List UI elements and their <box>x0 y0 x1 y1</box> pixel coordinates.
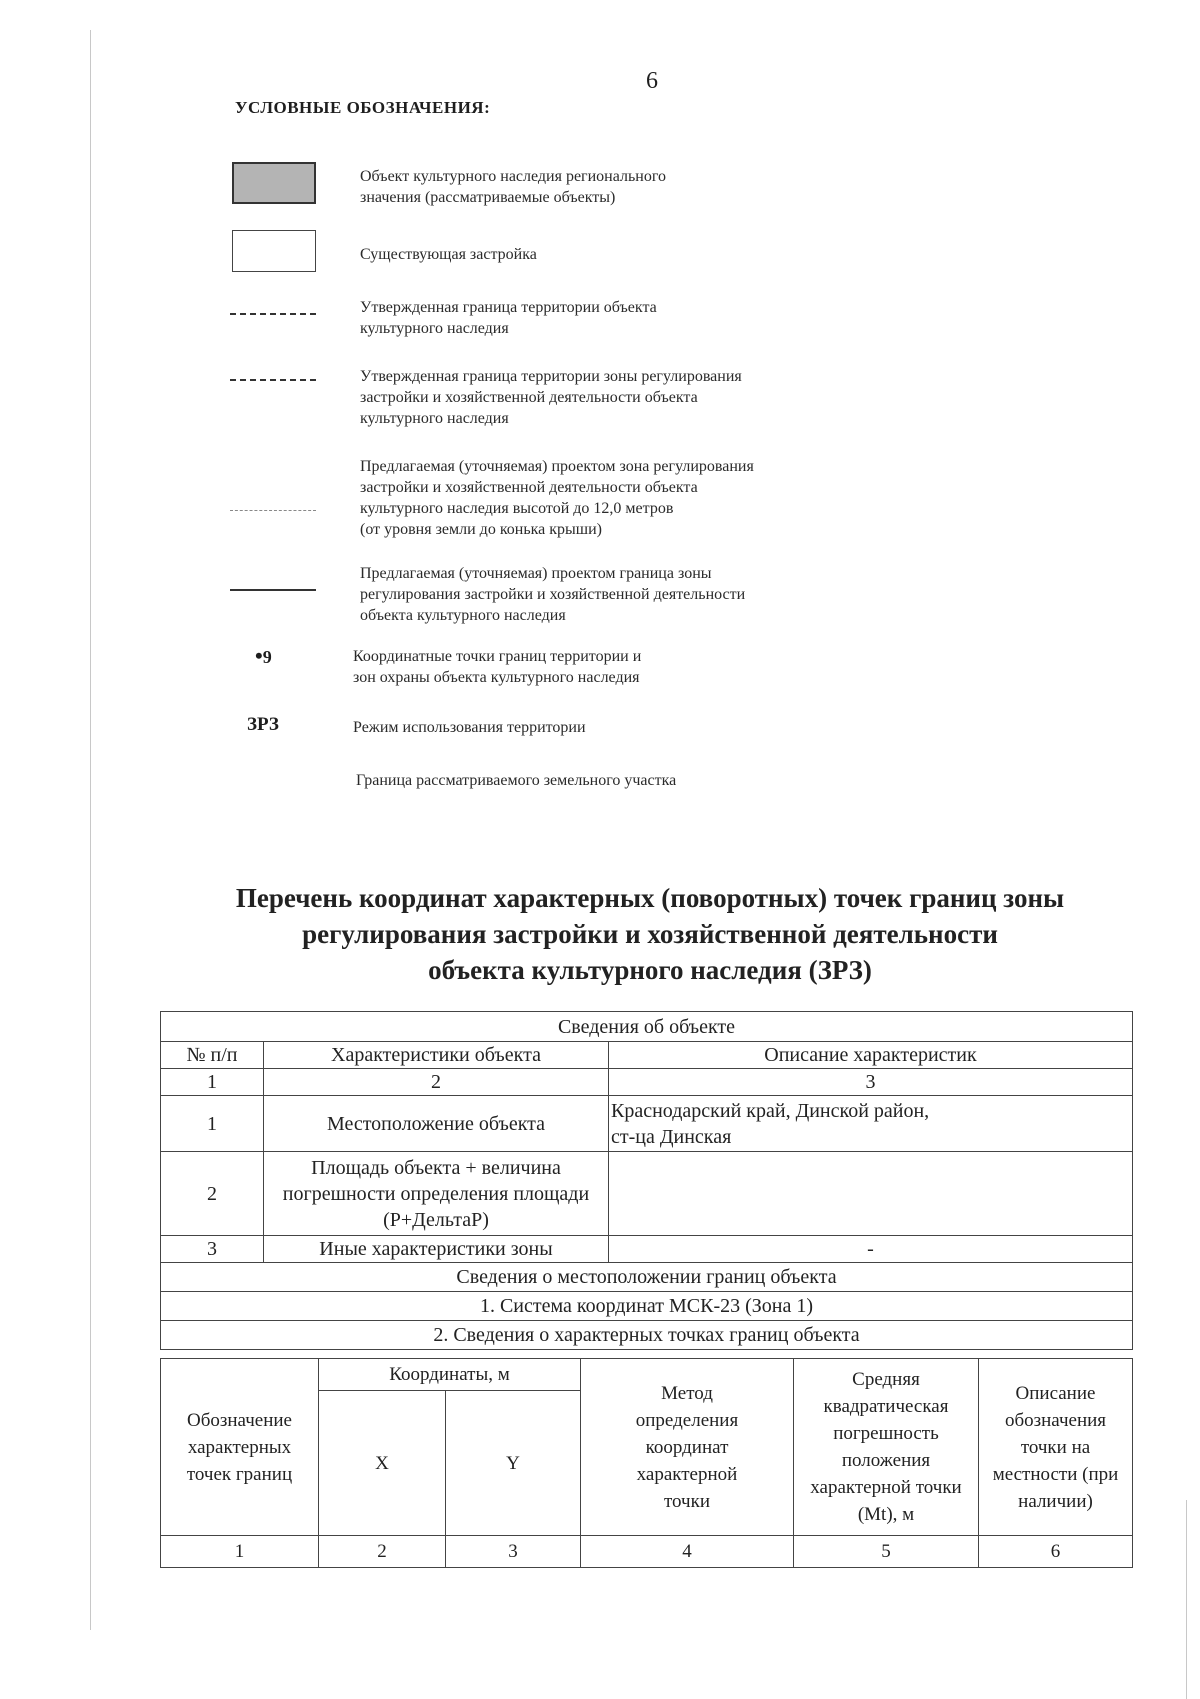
scan-edge-line-right <box>1186 1500 1187 1699</box>
legend-item-coordinate-points: Координатные точки границ территории и зон охраны объекта культурного наследия <box>353 648 642 686</box>
column-header-rms-error: Средняя квадратическая погрешность положения характерной точки (Mt), м <box>794 1359 979 1536</box>
point-dot-icon: • <box>255 643 263 668</box>
page-number: 6 <box>646 68 658 94</box>
document-title: Перечень координат характерных (поворотных) точек границ зоны регулирования застройки и хозяйственной деятельности объекта культурного наследия (ЗРЗ) <box>235 883 1065 985</box>
index-cell: 3 <box>609 1069 1133 1096</box>
row-name: Местоположение объекта <box>264 1096 609 1152</box>
coordinate-point-symbol: •9 <box>255 643 272 668</box>
row-number: 1 <box>161 1096 264 1152</box>
legend-item-proposed-boundary: Предлагаемая (уточняемая) проектом граница зоны регулирования застройки и хозяйственной деятельности объекта культурного наследия <box>360 565 746 624</box>
approved-territory-line-symbol <box>230 313 316 315</box>
legend-item-heritage-object: Объект культурного наследия регионального значения (рассматриваемые объекты) <box>360 168 666 206</box>
coordinate-system-row: 1. Система координат МСК-23 (Зона 1) <box>161 1292 1133 1321</box>
points-section-header: 2. Сведения о характерных точках границ объекта <box>161 1321 1133 1350</box>
proposed-zone-line-symbol <box>230 510 316 511</box>
coordinates-table <box>160 1358 1133 1568</box>
index-cell: 1 <box>161 1536 319 1568</box>
row-name: Площадь объекта + величина погрешности определения площади (Р+ДельтаР) <box>264 1152 609 1236</box>
index-cell: 2 <box>319 1536 446 1568</box>
column-header-method: Метод определения координат характерной точки <box>581 1359 794 1536</box>
index-cell: 3 <box>446 1536 581 1568</box>
existing-building-symbol <box>232 230 316 272</box>
row-name: Иные характеристики зоны <box>264 1236 609 1263</box>
legend-item-existing-building: Существующая застройка <box>360 246 537 263</box>
index-cell: 5 <box>794 1536 979 1568</box>
legend-title: УСЛОВНЫЕ ОБОЗНАЧЕНИЯ: <box>235 98 491 117</box>
legend-item-approved-zone: Утвержденная граница территории зоны регулирования застройки и хозяйственной деятельности объекта культурного наследия <box>360 368 742 427</box>
column-header-x: X <box>319 1391 446 1536</box>
index-cell: 4 <box>581 1536 794 1568</box>
table-row <box>161 1096 1133 1152</box>
row-description: Краснодарский край, Динской район, ст-ца Динская <box>609 1096 1133 1152</box>
column-header-coordinates: Координаты, м <box>319 1359 581 1391</box>
column-header-description: Описание характеристик <box>609 1042 1133 1069</box>
legend-item-proposed-zone: Предлагаемая (уточняемая) проектом зона регулирования застройки и хозяйственной деятельности объекта культурного наследия высотой до 12,0 метров (от уровня земли до конька крыши) <box>360 458 754 538</box>
legend-item-approved-territory: Утвержденная граница территории объекта культурного наследия <box>360 299 657 337</box>
row-description <box>609 1152 1133 1236</box>
table-row <box>161 1236 1133 1263</box>
column-header-point-description: Описание обозначения точки на местности (при наличии) <box>979 1359 1133 1536</box>
approved-zone-line-symbol <box>230 379 316 381</box>
location-section-header: Сведения о местоположении границ объекта <box>161 1263 1133 1292</box>
zrz-symbol: ЗРЗ <box>247 714 279 735</box>
heritage-object-symbol <box>232 162 316 204</box>
column-header-characteristic: Характеристики объекта <box>264 1042 609 1069</box>
object-info-table <box>160 1011 1133 1350</box>
row-description: - <box>609 1236 1133 1263</box>
legend-item-territory-regime: Режим использования территории <box>353 719 586 736</box>
row-number: 3 <box>161 1236 264 1263</box>
column-header-point-designation: Обозначение характерных точек границ <box>161 1359 319 1536</box>
legend-item-land-plot-boundary: Граница рассматриваемого земельного участка <box>356 772 677 789</box>
column-header-number: № п/п <box>161 1042 264 1069</box>
scan-edge-line <box>90 30 91 1630</box>
table-row <box>161 1152 1133 1236</box>
index-cell: 1 <box>161 1069 264 1096</box>
proposed-boundary-line-symbol <box>230 589 316 591</box>
index-cell: 2 <box>264 1069 609 1096</box>
info-table-header: Сведения об объекте <box>161 1012 1133 1042</box>
column-header-y: Y <box>446 1391 581 1536</box>
index-cell: 6 <box>979 1536 1133 1568</box>
row-number: 2 <box>161 1152 264 1236</box>
